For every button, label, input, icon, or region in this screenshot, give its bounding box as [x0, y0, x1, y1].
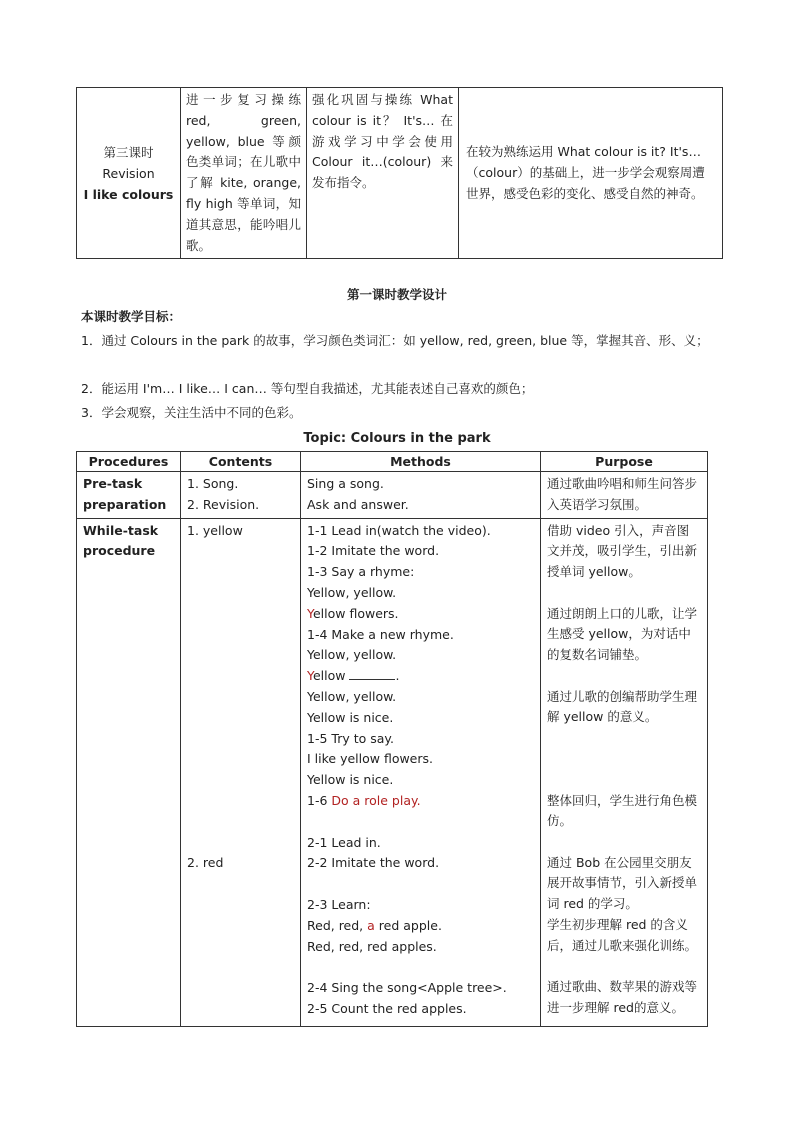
content-item: 1. Song. — [187, 476, 239, 491]
lesson-overview-row — [77, 88, 723, 259]
content-item: 2. Revision. — [187, 496, 260, 512]
lesson-number: 第三课时 — [103, 144, 154, 160]
while-task-methods — [301, 518, 541, 1026]
purpose-item: 借助 video 引入，声音图文并茂，吸引学生，引出新授单词 yellow。 — [547, 522, 698, 580]
method-line: 1-5 Try to say. — [307, 730, 394, 746]
header-row — [77, 452, 708, 472]
method-line: Yellow . — [307, 668, 400, 684]
method-line: Yellow is nice. — [307, 772, 394, 788]
method-line: Red, red, red apples. — [307, 938, 437, 954]
while-task-row — [77, 518, 708, 1026]
purpose-item: 通过歌曲、数苹果的游戏等进一步理解 red的意义。 — [547, 978, 698, 1015]
content-item-red: 2. red — [187, 855, 224, 871]
method-item: Sing a song. — [307, 476, 384, 491]
highlight-letter: Y — [307, 605, 313, 621]
section-title: 第一课时教学设计 — [346, 287, 447, 302]
while-task-purpose — [541, 518, 708, 1026]
pre-task-purpose: 通过歌曲吟唱和师生问答步入英语学习氛围。 — [541, 472, 708, 519]
content-item-yellow: 1. yellow — [187, 522, 243, 538]
purpose-item: 通过 Bob 在公园里交朋友展开故事情节，引入新授单词 red 的学习。 — [547, 854, 698, 912]
while-task-procedure: While-task procedure — [77, 518, 181, 1026]
method-line: Red, red, a red apple. — [307, 917, 442, 933]
header-purpose: Purpose — [541, 452, 708, 472]
objectives-label: 本课时教学目标： — [81, 309, 182, 324]
objective-1: 1．通过 Colours in the park 的故事，学习颜色类词汇：如 yellow, red, green, blue 等，掌握其音、形、义； — [81, 333, 709, 348]
header-procedures: Procedures — [77, 452, 181, 472]
purpose-item: 整体回归，学生进行角色模仿。 — [547, 792, 698, 829]
lesson-methods-cell: 强化巩固与操练 What colour is it？ It's… 在游戏学习中学会使用 Colour it…(colour) 来发布指令。 — [307, 88, 459, 259]
lesson-title: I like colours — [83, 186, 174, 202]
lesson-overview-table — [76, 87, 723, 259]
header-methods: Methods — [301, 452, 541, 472]
pre-task-procedure: Pre-task preparation — [77, 472, 181, 519]
method-line: 2-5 Count the red apples. — [307, 1000, 467, 1016]
method-line: 1-6 Do a role play. — [307, 792, 421, 808]
method-line: Yellow, yellow. — [307, 688, 397, 704]
method-line: 1-4 Make a new rhyme. — [307, 626, 454, 642]
header-contents: Contents — [181, 452, 301, 472]
method-line: Yellow, yellow. — [307, 584, 397, 600]
method-item: Ask and answer. — [307, 496, 409, 512]
pre-task-methods — [301, 472, 541, 519]
purpose-item: 学生初步理解 red 的含义后，通过儿歌来强化训练。 — [547, 916, 698, 953]
highlight-text: Do a role play. — [331, 792, 421, 808]
method-line: 2-4 Sing the song<Apple tree>. — [307, 980, 507, 996]
purpose-item: 通过朗朗上口的儿歌，让学生感受 yellow，为对话中的复数名词铺垫。 — [547, 605, 698, 663]
method-line: I like yellow flowers. — [307, 751, 434, 767]
method-line: Yellow is nice. — [307, 709, 394, 725]
highlight-letter: Y — [307, 668, 313, 684]
lesson-name-cell — [77, 88, 181, 259]
objective-3: 3．学会观察，关注生活中不同的色彩。 — [81, 405, 302, 420]
method-line: 1-2 Imitate the word. — [307, 543, 440, 559]
objective-2: 2．能运用 I'm… I like… I can… 等句型自我描述，尤其能表述自己喜欢的颜色； — [81, 381, 534, 396]
lesson-plan-table — [76, 451, 708, 1027]
pre-task-contents — [181, 472, 301, 519]
purpose-item: 通过儿歌的创编帮助学生理解 yellow 的意义。 — [547, 688, 698, 725]
method-line: 2-2 Imitate the word. — [307, 855, 440, 871]
lesson-contents-cell: 进一步复习操练 red, green, yellow, blue 等颜色类单词；在儿歌中了解 kite, orange, fly high 等单词，知道其意思，能吟唱儿歌。 — [181, 88, 307, 259]
pre-task-row — [77, 472, 708, 519]
method-line: 2-1 Lead in. — [307, 834, 381, 850]
fill-blank — [349, 667, 395, 680]
lesson-purpose-cell: 在较为熟练运用 What colour is it? It's… （colour）的基础上，进一步学会观察周遭世界，感受色彩的变化、感受自然的神奇。 — [459, 88, 723, 259]
while-task-contents — [181, 518, 301, 1026]
method-line: 1-3 Say a rhyme: — [307, 564, 415, 580]
topic-title: Topic: Colours in the park — [303, 431, 491, 446]
method-line: Yellow flowers. — [307, 605, 399, 621]
method-line: 2-3 Learn: — [307, 896, 371, 912]
highlight-letter: a — [367, 917, 375, 933]
method-line: Yellow, yellow. — [307, 647, 397, 663]
method-line: 1-1 Lead in(watch the video). — [307, 522, 491, 538]
lesson-type: Revision — [102, 165, 155, 181]
